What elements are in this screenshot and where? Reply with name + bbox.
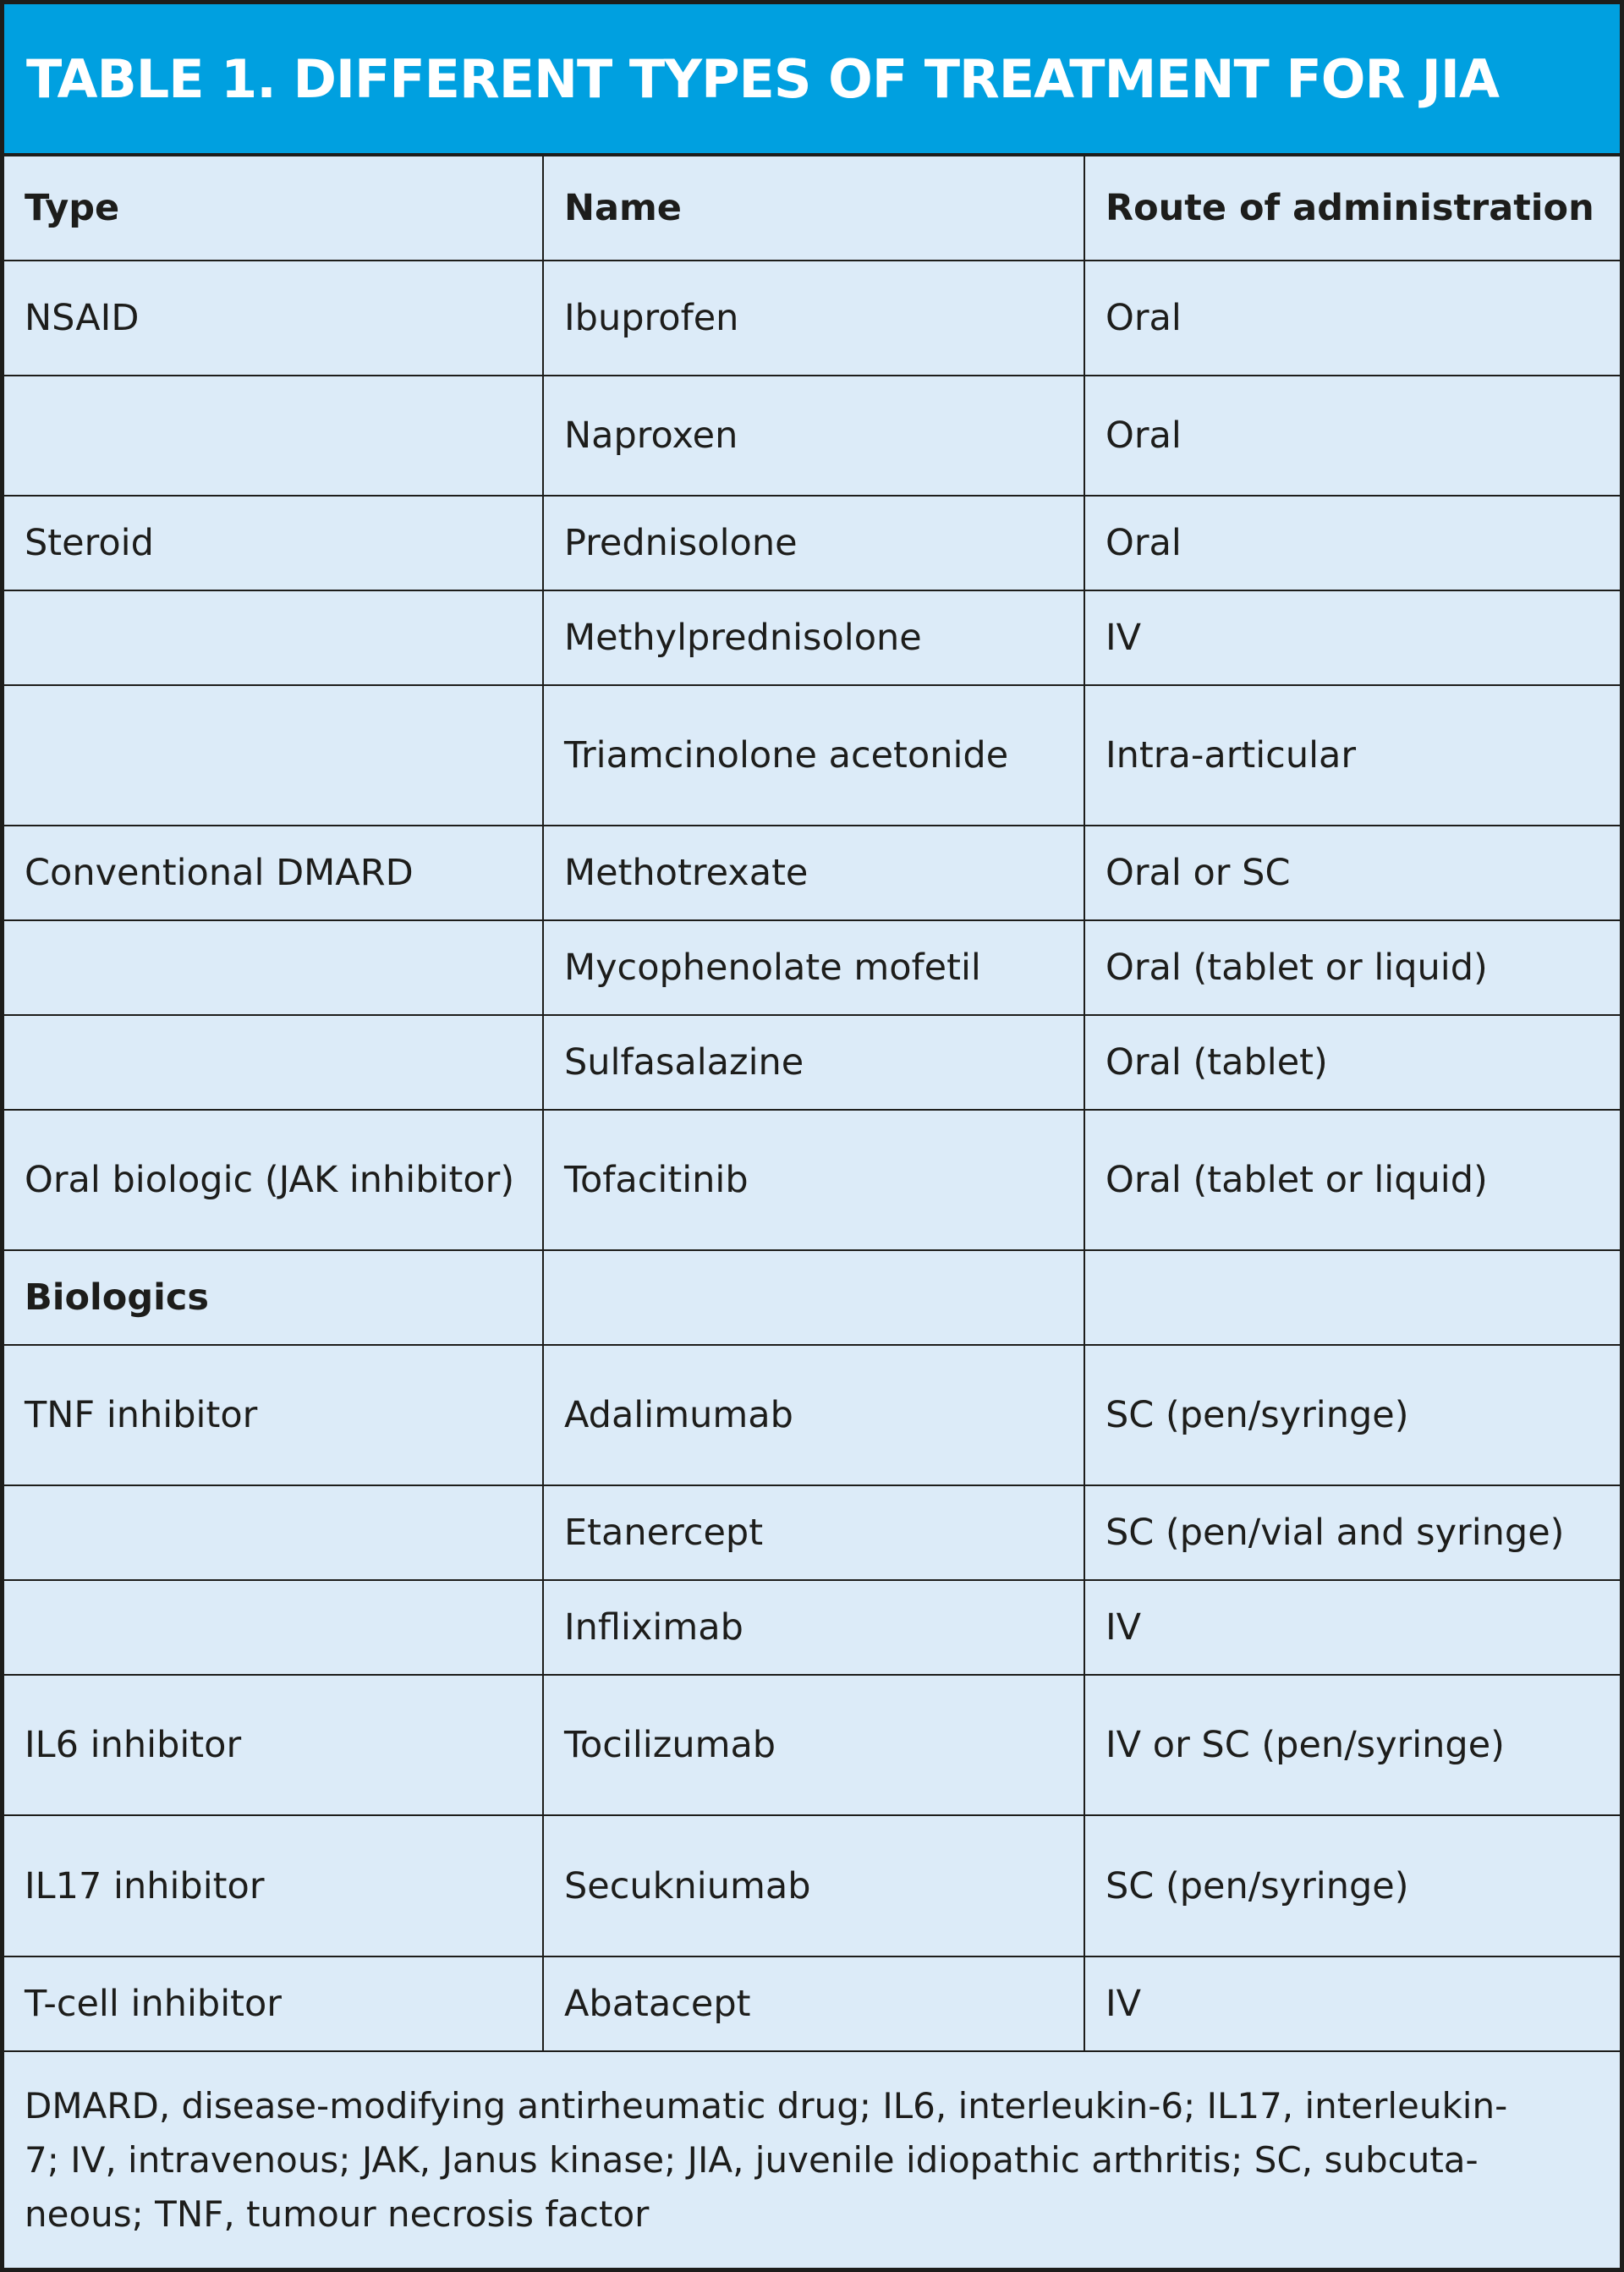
route-cell: SC (pen/syringe) bbox=[1084, 1815, 1620, 1956]
route-cell: IV bbox=[1084, 590, 1620, 685]
route-cell: IV or SC (pen/syringe) bbox=[1084, 1675, 1620, 1815]
name-cell: Methotrexate bbox=[543, 826, 1084, 920]
type-cell: NSAID bbox=[4, 261, 543, 376]
name-cell: Etanercept bbox=[543, 1485, 1084, 1580]
table-row bbox=[4, 1485, 1620, 1580]
route-cell: Intra-articular bbox=[1084, 685, 1620, 826]
name-cell: Mycophenolate mofetil bbox=[543, 920, 1084, 1015]
route-cell: SC (pen/vial and syringe) bbox=[1084, 1485, 1620, 1580]
table-header-row bbox=[4, 156, 1620, 261]
column-header-route: Route of administration bbox=[1084, 156, 1620, 261]
type-cell: IL6 inhibitor bbox=[4, 1675, 543, 1815]
type-cell bbox=[4, 376, 543, 496]
section-label-cell: Biologics bbox=[4, 1250, 543, 1345]
type-cell bbox=[4, 685, 543, 826]
name-cell: Tofacitinib bbox=[543, 1110, 1084, 1250]
name-cell: Ibuprofen bbox=[543, 261, 1084, 376]
route-cell: IV bbox=[1084, 1580, 1620, 1675]
table-row bbox=[4, 261, 1620, 376]
name-cell: Tocilizumab bbox=[543, 1675, 1084, 1815]
name-cell: Methylprednisolone bbox=[543, 590, 1084, 685]
name-cell: Triamcinolone acetonide bbox=[543, 685, 1084, 826]
route-cell: Oral (tablet) bbox=[1084, 1015, 1620, 1110]
table-row bbox=[4, 496, 1620, 590]
route-cell: Oral or SC bbox=[1084, 826, 1620, 920]
table-section-row bbox=[4, 1250, 1620, 1345]
table-row bbox=[4, 685, 1620, 826]
table-row bbox=[4, 920, 1620, 1015]
name-cell: Abatacept bbox=[543, 1956, 1084, 2051]
name-cell: Adalimumab bbox=[543, 1345, 1084, 1485]
type-cell bbox=[4, 920, 543, 1015]
table-footnote: DMARD, disease-modifying antirheumatic drug; IL6, interleukin-6; IL17, interleukin- 7; IV, intravenous; JAK, Janus kinase; JIA, juvenile idiopathic arthritis; SC, subcuta- neous; TNF, tumour necrosis factor bbox=[25, 2085, 1508, 2235]
name-cell: Secukniumab bbox=[543, 1815, 1084, 1956]
name-cell: Infliximab bbox=[543, 1580, 1084, 1675]
name-cell: Prednisolone bbox=[543, 496, 1084, 590]
route-cell bbox=[1084, 1250, 1620, 1345]
table-row bbox=[4, 1675, 1620, 1815]
type-cell: T-cell inhibitor bbox=[4, 1956, 543, 2051]
type-cell: Oral biologic (JAK inhibitor) bbox=[4, 1110, 543, 1250]
route-cell: IV bbox=[1084, 1956, 1620, 2051]
column-header-type: Type bbox=[4, 156, 543, 261]
table-row bbox=[4, 1815, 1620, 1956]
type-cell bbox=[4, 1485, 543, 1580]
type-cell: Conventional DMARD bbox=[4, 826, 543, 920]
route-cell: Oral bbox=[1084, 376, 1620, 496]
type-cell bbox=[4, 590, 543, 685]
table-row bbox=[4, 590, 1620, 685]
table-row bbox=[4, 1956, 1620, 2051]
name-cell bbox=[543, 1250, 1084, 1345]
treatment-table bbox=[4, 156, 1620, 2052]
table-title: TABLE 1. DIFFERENT TYPES OF TREATMENT FOR JIA bbox=[26, 47, 1499, 110]
name-cell: Naproxen bbox=[543, 376, 1084, 496]
table-title-bar bbox=[4, 4, 1620, 156]
type-cell: Steroid bbox=[4, 496, 543, 590]
route-cell: Oral bbox=[1084, 261, 1620, 376]
table-row bbox=[4, 376, 1620, 496]
route-cell: Oral (tablet or liquid) bbox=[1084, 1110, 1620, 1250]
route-cell: SC (pen/syringe) bbox=[1084, 1345, 1620, 1485]
table-row bbox=[4, 1110, 1620, 1250]
table-row bbox=[4, 826, 1620, 920]
table-row bbox=[4, 1580, 1620, 1675]
type-cell: IL17 inhibitor bbox=[4, 1815, 543, 1956]
column-header-name: Name bbox=[543, 156, 1084, 261]
name-cell: Sulfasalazine bbox=[543, 1015, 1084, 1110]
type-cell: TNF inhibitor bbox=[4, 1345, 543, 1485]
route-cell: Oral (tablet or liquid) bbox=[1084, 920, 1620, 1015]
type-cell bbox=[4, 1015, 543, 1110]
route-cell: Oral bbox=[1084, 496, 1620, 590]
table-row bbox=[4, 1015, 1620, 1110]
table-row bbox=[4, 1345, 1620, 1485]
type-cell bbox=[4, 1580, 543, 1675]
